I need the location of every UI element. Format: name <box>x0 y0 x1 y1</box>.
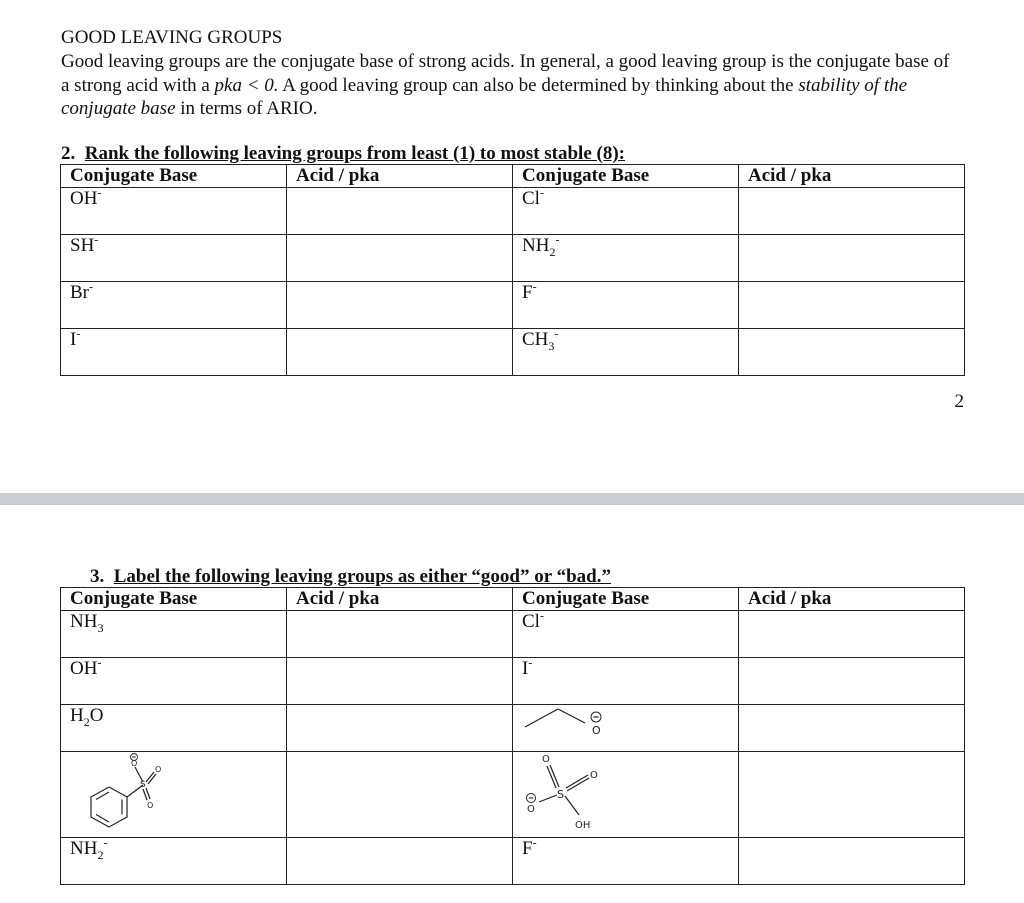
acid-pka-answer-cell[interactable] <box>739 752 965 838</box>
acid-pka-answer-cell[interactable] <box>287 752 513 838</box>
conjugate-base-cell: $NH_2^-$ <box>513 235 739 282</box>
acid-pka-answer-cell[interactable] <box>287 705 513 752</box>
oxygen-atom: O <box>155 765 162 774</box>
header-acid-pka: Acid / pka <box>287 588 513 611</box>
header-conjugate-base: Conjugate Base <box>513 165 739 188</box>
ranking-table <box>60 164 965 376</box>
hydroxyl-group: OH <box>575 820 591 831</box>
page-2 <box>0 505 1024 903</box>
table-row <box>61 235 965 282</box>
ethoxide-oxygen: O <box>592 724 601 737</box>
table-row <box>61 752 965 838</box>
hydrogen-sulfate-structure-cell <box>513 752 739 838</box>
conjugate-base-cell: $H_2O$ <box>61 705 287 752</box>
table-row <box>61 188 965 235</box>
oxygen-atom: O <box>542 754 550 765</box>
acid-pka-answer-cell[interactable] <box>287 658 513 705</box>
acid-pka-answer-cell[interactable] <box>287 838 513 885</box>
acid-pka-answer-cell[interactable] <box>739 329 965 376</box>
acid-pka-answer-cell[interactable] <box>287 282 513 329</box>
page-separator <box>0 493 1024 505</box>
acid-pka-answer-cell[interactable] <box>739 188 965 235</box>
intro-stability: stability of the conjugate base <box>61 74 908 119</box>
table-row <box>61 611 965 658</box>
page-number: 2 <box>954 391 964 412</box>
oxygen-atom: O <box>147 801 154 810</box>
ranking-table-header <box>61 165 965 188</box>
conjugate-base-cell: OH- <box>61 658 287 705</box>
acid-pka-answer-cell[interactable] <box>287 611 513 658</box>
question-3-prompt: Label the following leaving groups as either “good” or “bad.” <box>113 566 611 587</box>
intro-paragraph <box>61 50 961 121</box>
acid-pka-answer-cell[interactable] <box>287 188 513 235</box>
header-acid-pka: Acid / pka <box>739 588 965 611</box>
question-2-number: 2. <box>61 143 76 164</box>
oxygen-atom: O <box>527 804 535 815</box>
label-table <box>60 587 965 885</box>
oxygen-atom: O <box>590 770 598 781</box>
conjugate-base-cell: $NH_3$ <box>61 611 287 658</box>
hydrogen-sulfate-structure <box>513 752 633 837</box>
acid-pka-answer-cell[interactable] <box>739 235 965 282</box>
intro-pka: pka < 0. <box>214 74 279 96</box>
sulfur-atom: S <box>557 788 564 801</box>
intro-text-5: in terms of ARIO. <box>175 98 318 119</box>
ethoxide-structure-cell <box>513 705 739 752</box>
acid-pka-answer-cell[interactable] <box>287 329 513 376</box>
header-acid-pka: Acid / pka <box>739 165 965 188</box>
ethoxide-structure <box>513 705 613 751</box>
header-conjugate-base: Conjugate Base <box>513 588 739 611</box>
conjugate-base-cell: $NH_2^-$ <box>61 838 287 885</box>
table-row <box>61 658 965 705</box>
table-row <box>61 282 965 329</box>
conjugate-base-cell: I- <box>513 658 739 705</box>
benzenesulfonate-structure <box>61 752 181 837</box>
label-table-header <box>61 588 965 611</box>
conjugate-base-cell: OH- <box>61 188 287 235</box>
acid-pka-answer-cell[interactable] <box>287 235 513 282</box>
acid-pka-answer-cell[interactable] <box>739 705 965 752</box>
intro-text-3: A good leaving group can also be determined by thinking about the <box>278 74 799 96</box>
acid-pka-answer-cell[interactable] <box>739 282 965 329</box>
conjugate-base-cell: Br- <box>61 282 287 329</box>
acid-pka-answer-cell[interactable] <box>739 658 965 705</box>
conjugate-base-cell: F- <box>513 282 739 329</box>
sulfur-atom: S <box>140 780 146 790</box>
conjugate-base-cell: I- <box>61 329 287 376</box>
conjugate-base-cell: Cl- <box>513 611 739 658</box>
header-conjugate-base: Conjugate Base <box>61 588 287 611</box>
table-row <box>61 838 965 885</box>
header-acid-pka: Acid / pka <box>287 165 513 188</box>
table-row <box>61 705 965 752</box>
conjugate-base-cell: Cl- <box>513 188 739 235</box>
table-row <box>61 329 965 376</box>
question-2-title <box>61 143 625 165</box>
header-conjugate-base: Conjugate Base <box>61 165 287 188</box>
conjugate-base-cell: $CH_3^-$ <box>513 329 739 376</box>
conjugate-base-cell: SH- <box>61 235 287 282</box>
question-3-title <box>90 566 611 588</box>
oxygen-atom: O <box>131 759 138 768</box>
acid-pka-answer-cell[interactable] <box>739 611 965 658</box>
benzenesulfonate-structure-cell <box>61 752 287 838</box>
question-3-number: 3. <box>90 566 105 587</box>
question-2-prompt: Rank the following leaving groups from least (1) to most stable (8): <box>84 143 625 164</box>
acid-pka-answer-cell[interactable] <box>739 838 965 885</box>
page-heading: GOOD LEAVING GROUPS <box>61 27 283 48</box>
conjugate-base-cell: F- <box>513 838 739 885</box>
intro-text-1: Good leaving groups are the conjugate base of strong acids. In general, a good leaving group is the conjugate base of a strong acid with a <box>61 51 950 96</box>
